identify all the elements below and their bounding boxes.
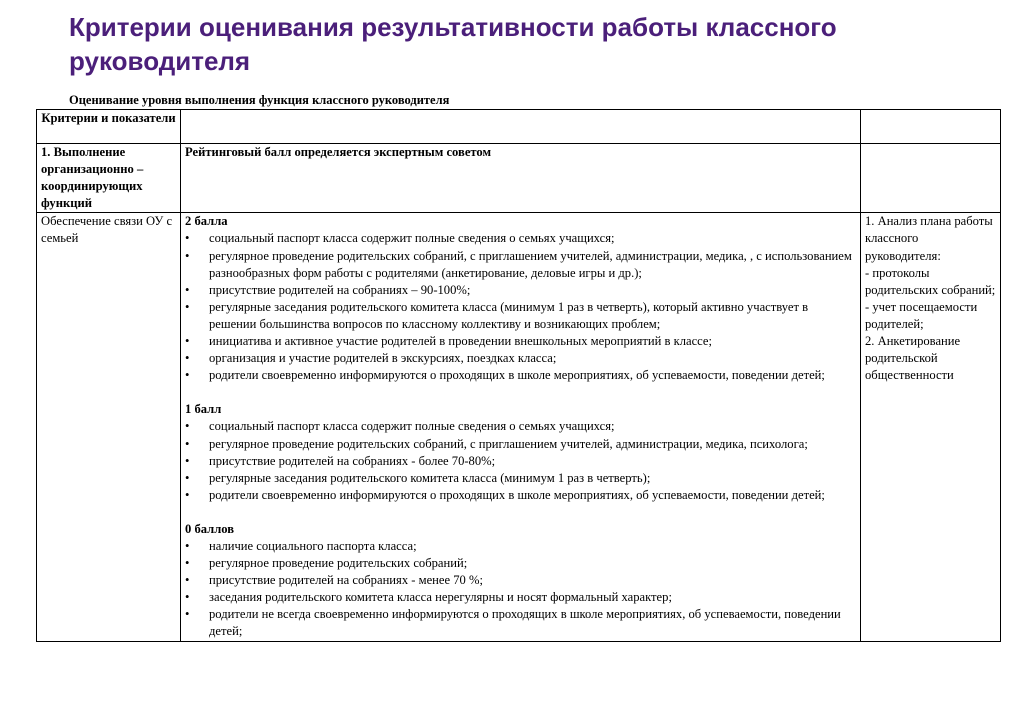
list-item: • организация и участие родителей в экскурсиях, поездках класса; [185, 350, 856, 367]
list-item: • заседания родительского комитета класса нерегулярны и носят формальный характер; [185, 589, 856, 606]
criteria-table [36, 109, 1001, 642]
empty-cell [861, 144, 1001, 213]
list-item: • инициатива и активное участие родителей в проведении внешкольных мероприятий в классе; [185, 333, 856, 350]
table-subtitle: Оценивание уровня выполнения функция классного руководителя [69, 93, 450, 107]
table-row [37, 144, 1001, 213]
level-score: 2 балла [185, 214, 228, 229]
criterion-cell: Обеспечение связи ОУ с семьей [37, 213, 181, 641]
level-list [185, 538, 856, 641]
list-item: • регулярные заседания родительского комитета класса (минимум 1 раз в четверть), который активно участвует в решении большинства вопросов по классному коллективу и возникающих проблем; [185, 299, 856, 333]
list-item: • наличие социального паспорта класса; [185, 538, 856, 555]
criterion-cell: 1. Выполнение организационно – координирующих функций [37, 144, 181, 213]
level-list [185, 230, 856, 384]
list-item: • родители не всегда своевременно информируются о проходящих в школе мероприятиях, об успеваемости, поведении детей; [185, 606, 856, 640]
empty-header-cell [861, 110, 1001, 144]
list-item: • регулярное проведение родительских собраний, с приглашением учителей, администрации, медика, , с использованием разнообразных форм работы с родителями (анкетирование, деловые игры и др.); [185, 248, 856, 282]
table-header-row [37, 110, 1001, 144]
level-block [185, 521, 856, 641]
method-line: - протоколы родительских собраний; [865, 265, 996, 297]
list-item: • социальный паспорт класса содержит полные сведения о семьях учащихся; [185, 418, 856, 435]
method-line: 2. Анкетирование родительской общественности [865, 334, 961, 383]
method-line: - учет посещаемости родителей; [865, 299, 978, 331]
list-item: • родители своевременно информируются о проходящих в школе мероприятиях, об успеваемости, поведении детей; [185, 487, 856, 504]
list-item: • присутствие родителей на собраниях - менее 70 %; [185, 572, 856, 589]
level-score: 1 балл [185, 402, 222, 417]
description-cell: Рейтинговый балл определяется экспертным советом [181, 144, 861, 213]
list-item: • регулярное проведение родительских собраний; [185, 555, 856, 572]
page-title: Критерии оценивания результативности работы классного руководителя [69, 12, 837, 76]
list-item: • социальный паспорт класса содержит полные сведения о семьях учащихся; [185, 230, 856, 247]
list-item: • регулярные заседания родительского комитета класса (минимум 1 раз в четверть); [185, 470, 856, 487]
methods-cell [861, 213, 1001, 641]
list-item: • присутствие родителей на собраниях – 90-100%; [185, 282, 856, 299]
list-item: • регулярное проведение родительских собраний, с приглашением учителей, администрации, медика, психолога; [185, 436, 856, 453]
level-list [185, 418, 856, 503]
empty-header-cell [181, 110, 861, 144]
levels-cell [181, 213, 861, 641]
list-item: • родители своевременно информируются о проходящих в школе мероприятиях, об успеваемости, поведении детей; [185, 367, 856, 384]
level-block [185, 213, 856, 384]
criteria-header-cell: Критерии и показатели [37, 110, 181, 144]
level-block [185, 401, 856, 504]
level-score: 0 баллов [185, 521, 235, 536]
table-row [37, 213, 1001, 641]
list-item: • присутствие родителей на собраниях - более 70-80%; [185, 453, 856, 470]
method-line: 1. Анализ плана работы классного руководителя: [865, 214, 993, 263]
